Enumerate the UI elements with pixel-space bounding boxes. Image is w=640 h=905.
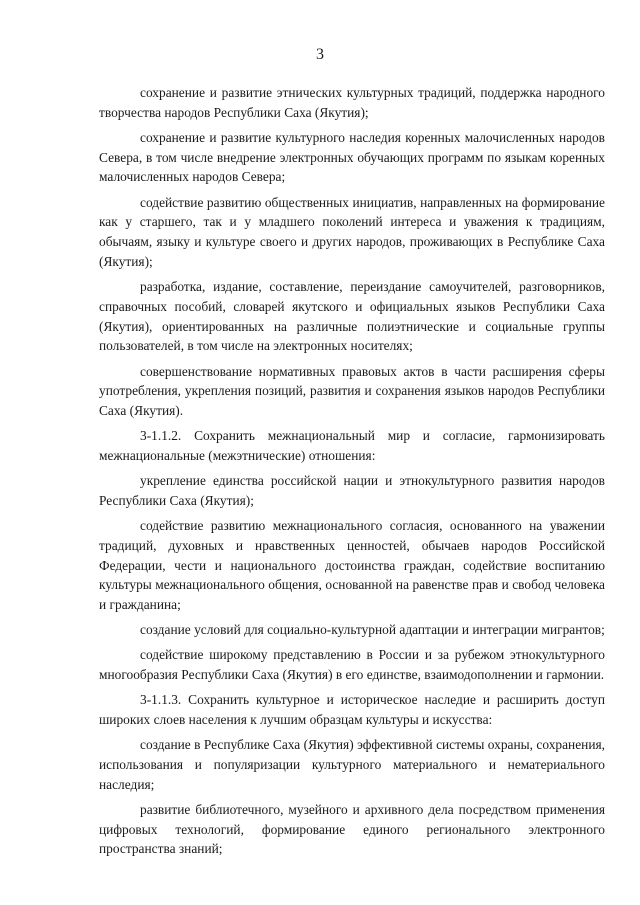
paragraph: развитие библиотечного, музейного и архивного дела посредством применения цифровых технологий, формирование единого регионального электронного пространства знаний;: [99, 801, 605, 857]
paragraph: создание условий для социально-культурной адаптации и интеграции мигрантов;: [140, 622, 605, 638]
paragraph: разработка, издание, составление, переиздание самоучителей, разговорников, справочных пособий, словарей якутского и официальных языков Республики Саха (Якутия), ориентированных на различные полиэтнические и социальные группы пользователей, в том числе на электронных носителях;: [99, 279, 605, 354]
section-heading-3-1-1-3: 3-1.1.3. Сохранить культурное и историческое наследие и расширить доступ широких слоев населения к лучшим образцам культуры и искусства:: [99, 692, 605, 728]
paragraph: создание в Республике Саха (Якутия) эффективной системы охраны, сохранения, использования и популяризации культурного материального и нематериального наследия;: [99, 737, 605, 792]
section-heading-3-1-1-2: 3-1.1.2. Сохранить межнациональный мир и согласие, гармонизировать межнациональные (межэтнические) отношения:: [99, 428, 605, 464]
paragraph: укрепление единства российской нации и этнокультурного развития народов Республики Саха (Якутия);: [99, 473, 605, 508]
paragraph: содействие развитию общественных инициатив, направленных на формирование как у старшего, так и у младшего поколений интереса и уважения к традициям, обычаям, языку и культуре своего и других народов, проживающих в Республике Саха (Якутия);: [99, 194, 605, 269]
paragraph: сохранение и развитие этнических культурных традиций, поддержка народного творчества народов Республики Саха (Якутия);: [99, 85, 605, 120]
paragraph: содействие широкому представлению в России и за рубежом этнокультурного многообразия Республики Саха (Якутия) в его единстве, взаимодополнении и гармонии.: [99, 647, 605, 683]
paragraph: совершенствование нормативных правовых актов в части расширения сферы употребления, укрепления позиций, развития и сохранения языков народов Республики Саха (Якутия).: [99, 363, 605, 419]
paragraph: сохранение и развитие культурного наследия коренных малочисленных народов Севера, в том числе внедрение электронных обучающих программ по языкам коренных малочисленных народов Севера;: [99, 129, 605, 185]
document-body: [99, 83, 605, 865]
paragraph: содействие развитию межнационального согласия, основанного на уважении традиций, духовных и нравственных ценностей, обычаев народов Российской Федерации, чести и национального достоинства граждан, содействие воспитанию культуры межнационального общения, основанной на равенстве прав и свобод человека и гражданина;: [99, 518, 605, 613]
page-number: 3: [316, 46, 324, 63]
